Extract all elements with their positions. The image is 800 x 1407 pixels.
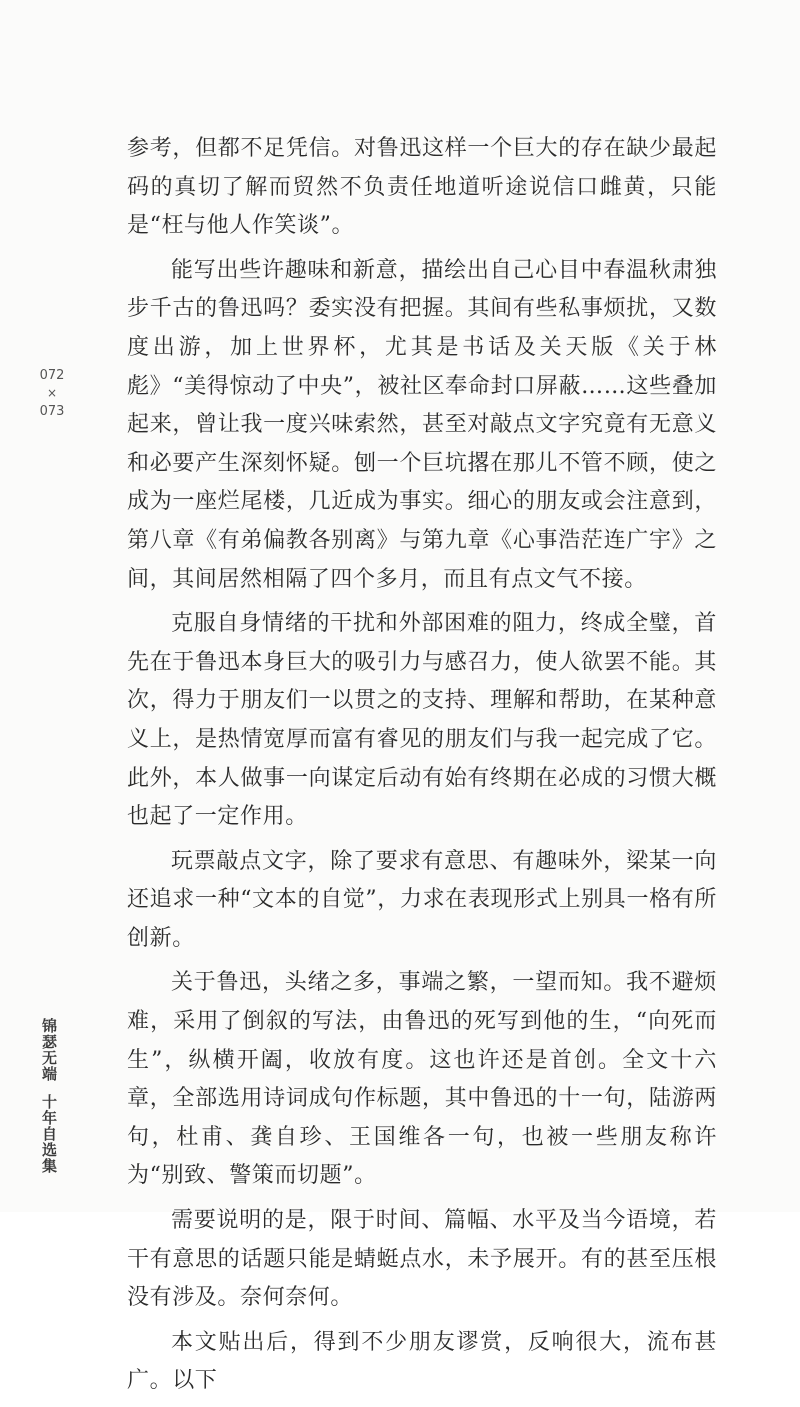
paragraph: 本文贴出后，得到不少朋友谬赏，反响很大，流布甚广。以下 xyxy=(127,1329,717,1394)
paragraph: 需要说明的是，限于时间、篇幅、水平及当今语境，若干有意思的话题只能是蜻蜓点水，未予展开。有的甚至压根没有涉及。奈何奈何。 xyxy=(127,1208,717,1311)
book-subtitle: 十年自选集 xyxy=(40,1094,58,1174)
running-book-title xyxy=(36,1018,58,1174)
paragraph: 玩票敲点文字，除了要求有意思、有趣味外，梁某一向还追求一种“文本的自觉”，力求在表现形式上别具一格有所创新。 xyxy=(127,848,717,951)
paragraph: 参考，但都不足凭信。对鲁迅这样一个巨大的存在缺少最起码的真切了解而贸然不负责任地道听途说信口雌黄，只能是“枉与他人作笑谈”。 xyxy=(127,136,717,239)
book-title: 锦瑟无端 xyxy=(40,1018,58,1082)
page-numbers xyxy=(30,366,74,421)
page-number-separator: × xyxy=(46,386,58,400)
body-text xyxy=(127,130,717,1407)
page-number-right: 073 xyxy=(39,404,65,419)
paragraph: 关于鲁迅，头绪之多，事端之繁，一望而知。我不避烦难，采用了倒叙的写法，由鲁迅的死写到他的生，“向死而生”，纵横开阖，收放有度。这也许还是首创。全文十六章，全部选用诗词成句作标题，其中鲁迅的十一句，陆游两句，杜甫、龚自珍、王国维各一句，也被一些朋友称许为“别致、警策而切题”。 xyxy=(127,970,717,1189)
paragraph: 克服自身情绪的干扰和外部困难的阻力，终成全璧，首先在于鲁迅本身巨大的吸引力与感召力，使人欲罢不能。其次，得力于朋友们一以贯之的支持、理解和帮助，在某种意义上，是热情宽厚而富有睿见的朋友们与我一起完成了它。此外，本人做事一向谋定后动有始有终期在必成的习惯大概也起了一定作用。 xyxy=(127,611,717,830)
page-number-left: 072 xyxy=(39,368,65,383)
paragraph: 能写出些许趣味和新意，描绘出自己心目中春温秋肃独步千古的鲁迅吗？委实没有把握。其间有些私事烦扰，又数度出游，加上世界杯，尤其是书话及关天版《关于林彪》“美得惊动了中央”，被社区奉命封口屏蔽……这些叠加起来，曾让我一度兴味索然，甚至对敲点文字究竟有无意义和必要产生深刻怀疑。刨一个巨坑撂在那儿不管不顾，使之成为一座烂尾楼，几近成为事实。细心的朋友或会注意到，第八章《有弟偏教各别离》与第九章《心事浩茫连广宇》之间，其间居然相隔了四个多月，而且有点文气不接。 xyxy=(127,257,717,592)
